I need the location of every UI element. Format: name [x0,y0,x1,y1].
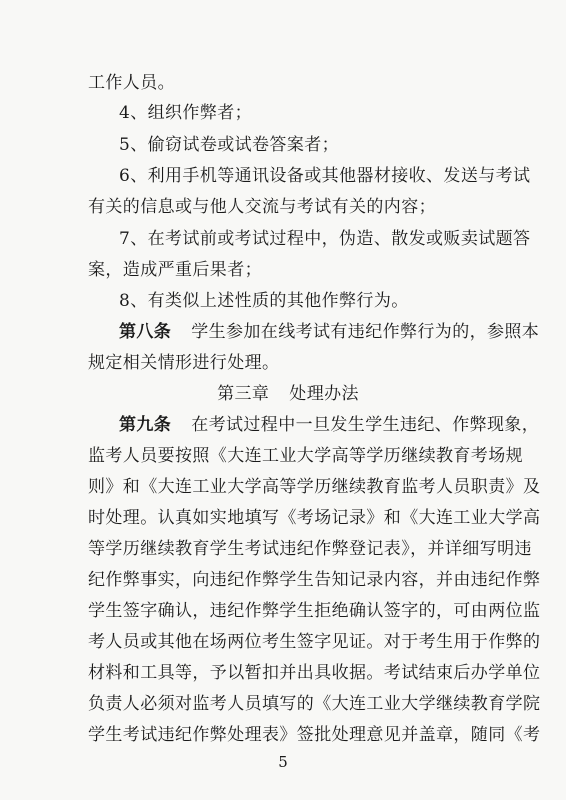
list-item-7: 7、在考试前或考试过程中，伪造、散发或贩卖试题答 [119,229,531,249]
chapter-number: 第三章 [217,384,270,404]
text-line: 案，造成严重后果者； [88,260,262,280]
article-9-label: 第九条 [119,415,172,435]
text-line: 材料和工具等，予以暂扣并出具收据。考试结束后办学单位 [88,663,541,683]
list-item-4: 4、组织作弊者； [119,103,253,123]
article-9-line [119,410,540,440]
chapter-title: 处理办法 [289,384,359,404]
text-line: 等学历继续教育学生考试违纪作弊登记表》，并详细写明违 [88,539,532,559]
text-line: 纪作弊事实，向违纪作弊学生告知记录内容，并由违纪作弊 [88,570,541,590]
list-item-8: 8、有类似上述性质的其他作弊行为。 [119,291,409,311]
text-line: 考人员或其他在场两位考生签字见证。对于考生用于作弊的 [88,632,541,652]
article-9-text: 在考试过程中一旦发生学生违纪、作弊现象， [191,415,540,435]
text-line: 学生考试违纪作弊处理表》签批处理意见并盖章，随同《考 [88,725,541,745]
list-item-6: 6、利用手机等通讯设备或其他器材接收、发送与考试 [119,166,531,186]
article-8-label: 第八条 [119,322,172,342]
chapter-heading [88,379,488,409]
article-8-line [119,317,540,347]
text-line: 学生签字确认，违纪作弊学生拒绝确认签字的，可由两位监 [88,601,541,621]
text-line: 有关的信息或与他人交流与考试有关的内容； [88,197,436,217]
page-number: 5 [278,753,288,771]
text-line: 工作人员。 [88,73,175,93]
text-line: 则》和《大连工业大学高等学历继续教育监考人员职责》及 [88,477,541,497]
text-line: 规定相关情形进行处理。 [88,353,280,373]
text-line: 监考人员要按照《大连工业大学高等学历继续教育考场规 [88,446,523,466]
article-8-text: 学生参加在线考试有违纪作弊行为的，参照本 [191,322,540,342]
text-line: 时处理。认真如实地填写《考场记录》和《大连工业大学高 [88,508,541,528]
list-item-5: 5、偷窃试卷或试卷答案者； [119,135,340,155]
text-line: 负责人必须对监考人员填写的《大连工业大学继续教育学院 [88,694,541,714]
